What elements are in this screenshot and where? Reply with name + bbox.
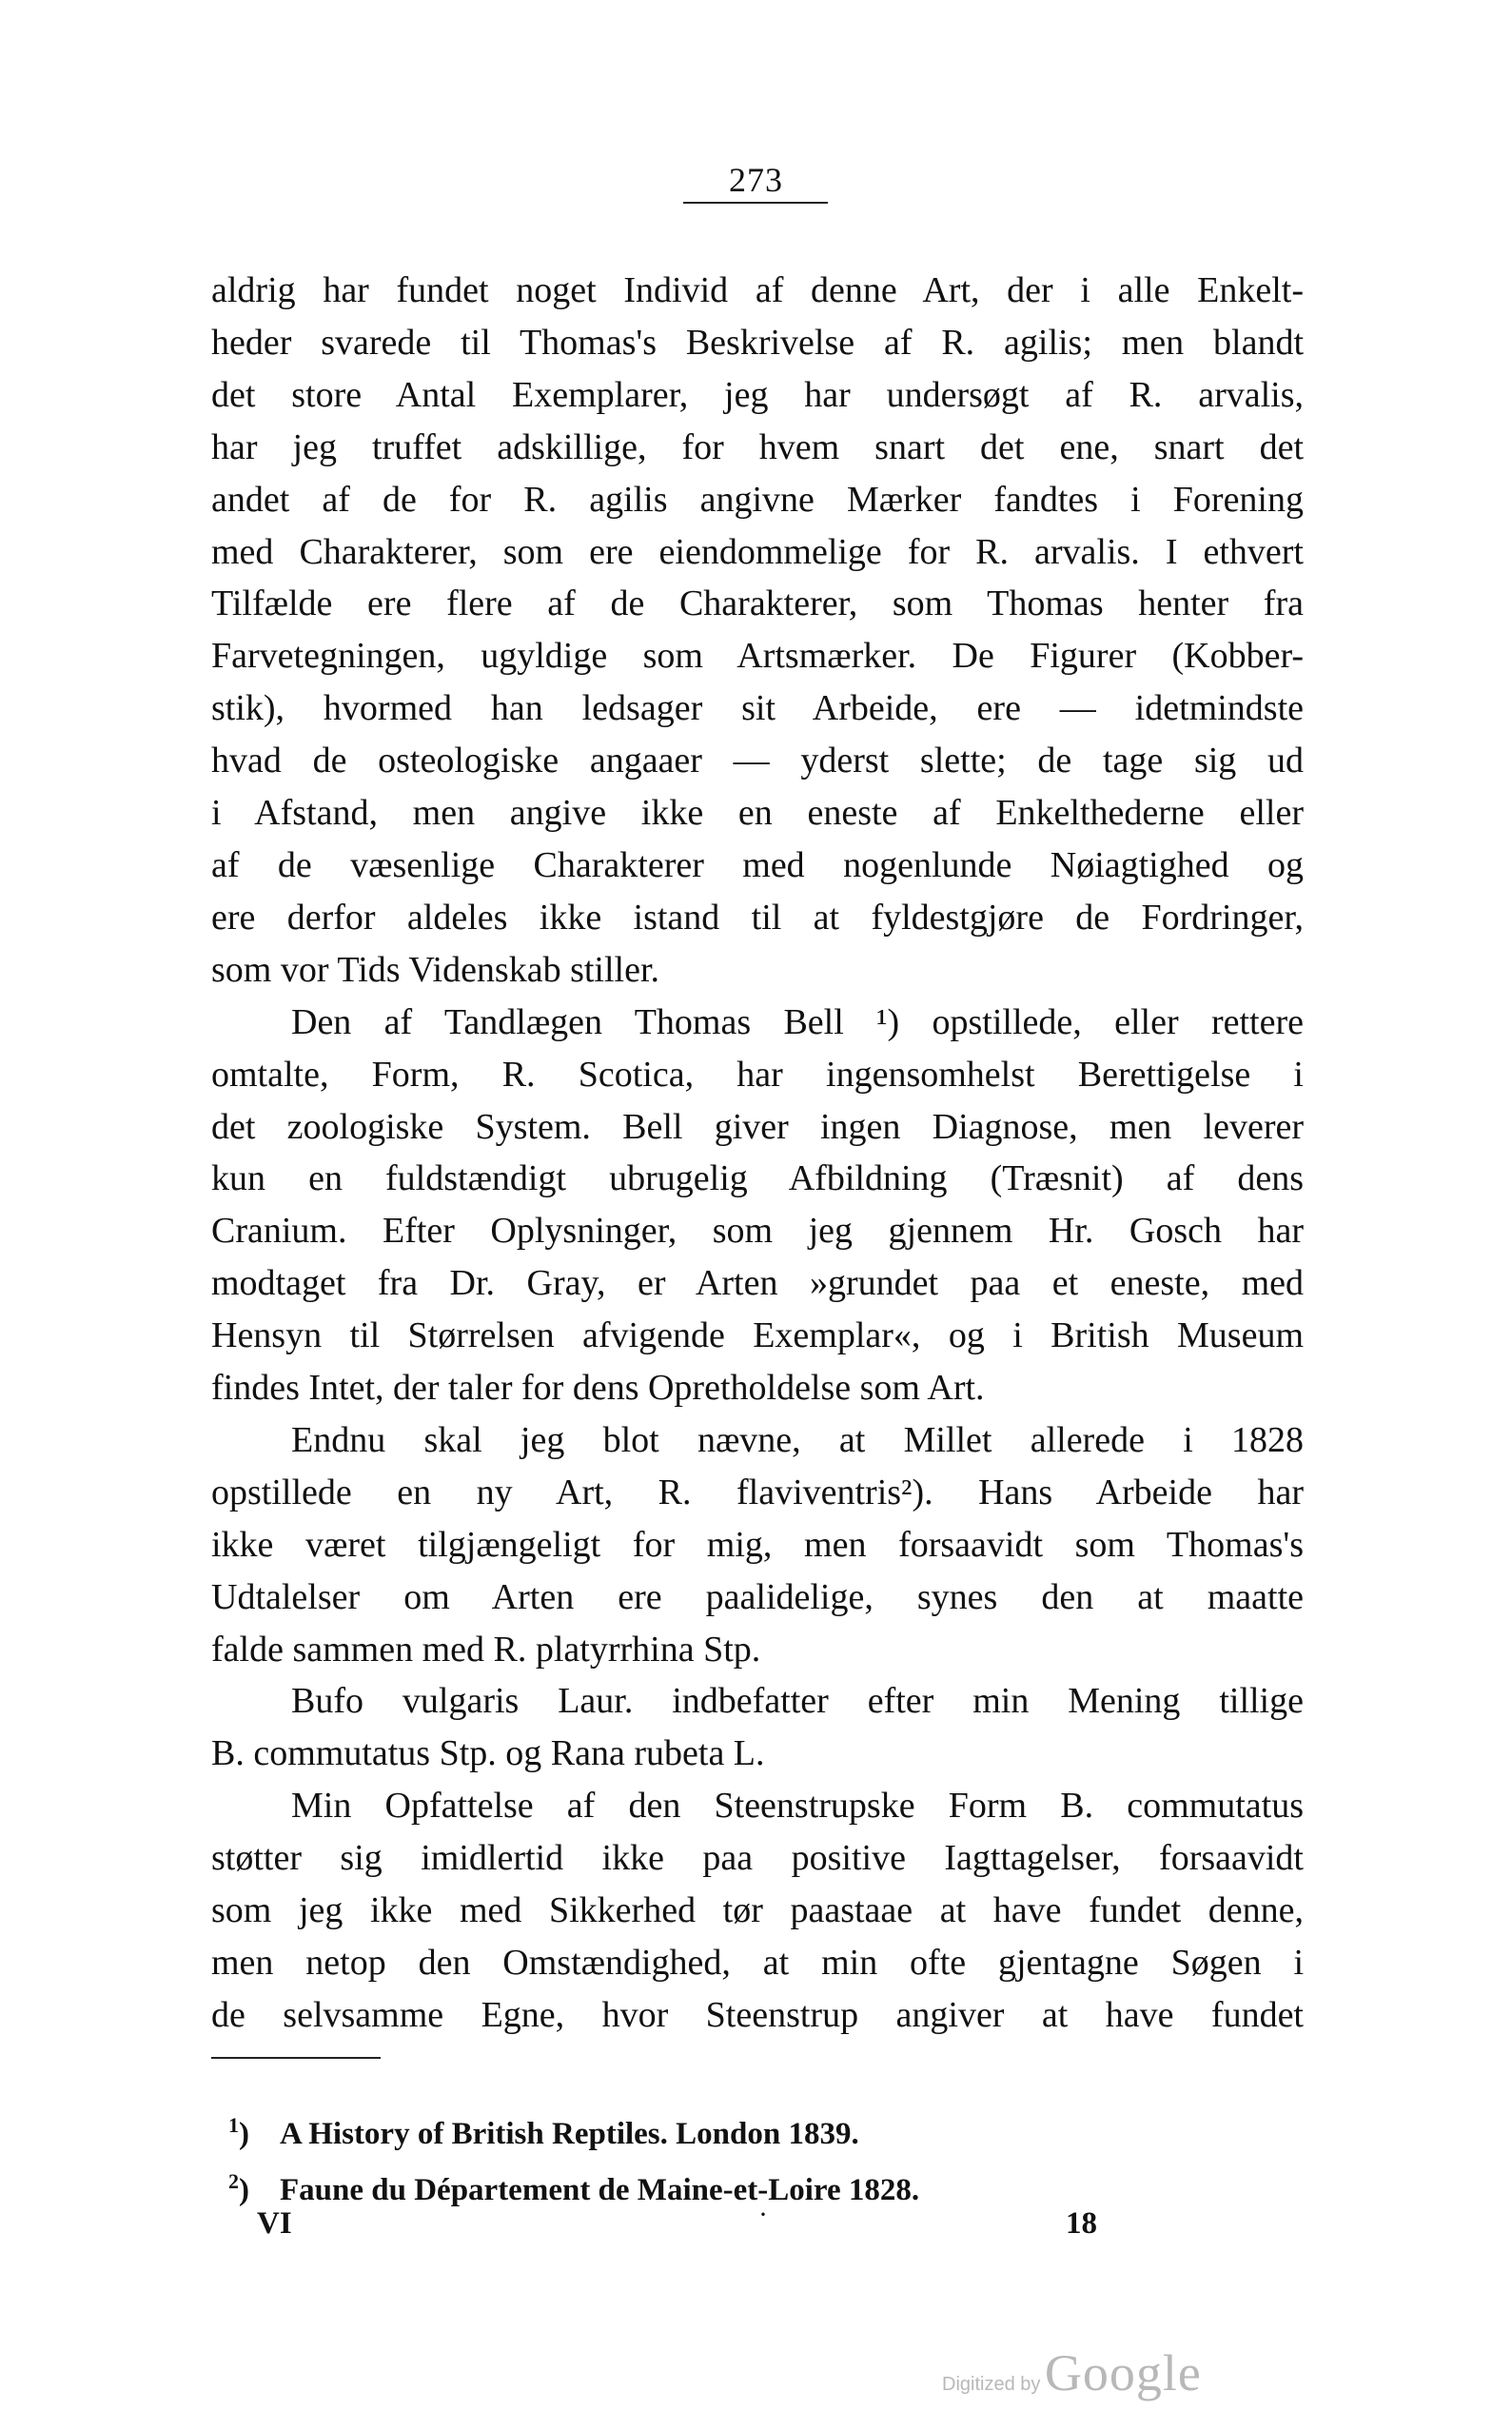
footnote-text: Faune du Département de Maine-et-Loire 1828.	[280, 2173, 920, 2207]
text-line: heder svarede til Thomas's Beskrivelse af R. agilis; men blandt	[211, 322, 1304, 363]
text-line: som jeg ikke med Sikkerhed tør paastaae at have fundet denne,	[211, 1890, 1304, 1931]
text-line: med Charakterer, som ere eiendommelige for R. arvalis. I ethvert	[211, 531, 1304, 572]
footnote-divider	[211, 2057, 381, 2059]
google-logo: Google	[1044, 2344, 1202, 2401]
digitized-watermark	[942, 2343, 1202, 2402]
text-line: falde sammen med R. platyrrhina Stp.	[211, 1629, 761, 1670]
text-line: kun en fuldstændigt ubrugelig Afbildning (Træsnit) af dens	[211, 1158, 1304, 1199]
text-line: andet af de for R. agilis angivne Mærker fandtes i Forening	[211, 479, 1304, 520]
watermark-prefix: Digitized by	[942, 2374, 1041, 2395]
text-line: det zoologiske System. Bell giver ingen Diagnose, men leverer	[211, 1106, 1304, 1147]
paragraph-start-line: Endnu skal jeg blot nævne, at Millet allerede i 1828	[291, 1419, 1304, 1460]
text-line: som vor Tids Videnskab stiller.	[211, 949, 660, 990]
paragraph-start-line: Den af Tandlægen Thomas Bell ¹) opstillede, eller rettere	[291, 1001, 1304, 1042]
text-line: Tilfælde ere flere af de Charakterer, som Thomas henter fra	[211, 583, 1304, 624]
text-line: Farvetegningen, ugyldige som Artsmærker. De Figurer (Kobber-	[211, 636, 1304, 677]
text-line: modtaget fra Dr. Gray, er Arten »grundet paa et eneste, med	[211, 1263, 1304, 1304]
signature-mark: VI	[257, 2206, 292, 2241]
body-text	[211, 265, 1304, 2042]
text-line: stik), hvormed han ledsager sit Arbeide, ere — idetmindste	[211, 688, 1304, 729]
text-line: aldrig har fundet noget Individ af denne Art, der i alle Enkelt-	[211, 270, 1304, 310]
page-number: 273	[729, 161, 783, 199]
text-line: men netop den Omstændighed, at min ofte gjentagne Søgen i	[211, 1943, 1304, 1983]
text-line: det store Antal Exemplarer, jeg har undersøgt af R. arvalis,	[211, 374, 1304, 415]
text-line: de selvsamme Egne, hvor Steenstrup angiver at have fundet	[211, 1994, 1304, 2035]
text-line: Udtalelser om Arten ere paalidelige, synes den at maatte	[211, 1576, 1304, 1617]
sheet-number: 18	[1066, 2206, 1097, 2241]
footnotes	[228, 2102, 1275, 2214]
text-line: i Afstand, men angive ikke en eneste af Enkelthederne eller	[211, 793, 1304, 834]
footnote-marker: $^1$)	[228, 2113, 249, 2151]
text-line: ere derfor aldeles ikke istand til at fyldestgjøre de Fordringer,	[211, 897, 1304, 938]
paragraph-start-line: Bufo vulgaris Laur. indbefatter efter min Mening tillige	[291, 1681, 1304, 1722]
page-number-underline	[683, 202, 828, 204]
text-line: støtter sig imidlertid ikke paa positive Iagttagelser, forsaavidt	[211, 1838, 1304, 1879]
paragraph-start-line: Min Opfattelse af den Steenstrupske Form B. commutatus	[291, 1786, 1304, 1827]
text-line: B. commutatus Stp. og Rana rubeta L.	[211, 1733, 765, 1774]
footnote-text: A History of British Reptiles. London 1839.	[280, 2117, 859, 2151]
text-line: findes Intet, der taler for dens Opretholdelse som Art.	[211, 1368, 985, 1409]
sheet-dot: ·	[758, 2199, 768, 2230]
text-line: Cranium. Efter Oplysninger, som jeg gjennem Hr. Gosch har	[211, 1211, 1304, 1252]
text-line: ikke været tilgjængeligt for mig, men forsaavidt som Thomas's	[211, 1524, 1304, 1565]
text-line: Hensyn til Størrelsen afvigende Exemplar«, og i British Museum	[211, 1315, 1304, 1356]
text-line: af de væsenlige Charakterer med nogenlunde Nøiagtighed og	[211, 844, 1304, 885]
footnote-2	[228, 2158, 1275, 2214]
text-line: omtalte, Form, R. Scotica, har ingensomhelst Berettigelse i	[211, 1054, 1304, 1095]
text-line: opstillede en ny Art, R. flaviventris²). Hans Arbeide har	[211, 1472, 1304, 1512]
text-line: har jeg truffet adskillige, for hvem snart det ene, snart det	[211, 426, 1304, 467]
footnote-1	[228, 2102, 1275, 2158]
footnote-marker: $^2$)	[228, 2169, 249, 2207]
text-line: hvad de osteologiske angaaer — yderst slette; de tage sig ud	[211, 741, 1304, 781]
